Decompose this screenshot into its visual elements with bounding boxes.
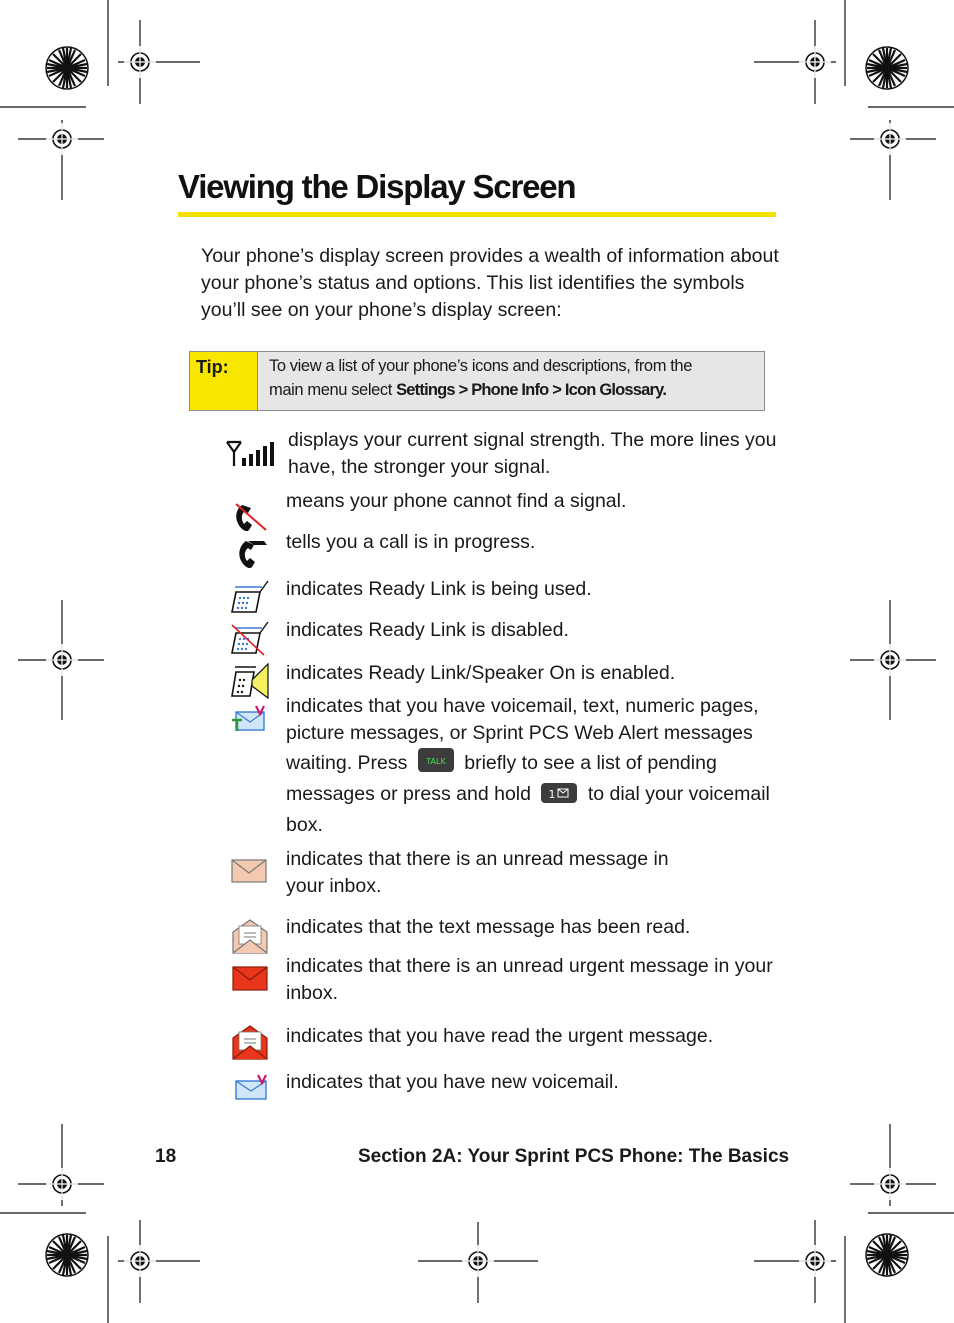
talk-key-label: TALK [426, 757, 446, 766]
ready-link-speaker-text: indicates Ready Link/Speaker On is enabled. [286, 662, 676, 684]
key-1-voicemail-icon [540, 782, 578, 812]
new-voicemail-icon [232, 1074, 270, 1102]
tip-text-line2: main menu select [269, 381, 397, 399]
signal-strength-icon [226, 440, 278, 468]
messages-waiting-text-part1: indicates that you have voicemail, text, numeric pages, picture messages, or Sprint PCS Web Alert messages waiting. Press [286, 695, 759, 774]
messages-waiting-text [286, 693, 778, 839]
messages-waiting-text-part3: to dial your voicemail box. [286, 783, 770, 836]
intro-paragraph: Your phone’s display screen provides a wealth of information about your phone’s status and options. This list identifies the symbols you’ll see on your phone’s display screen: [201, 245, 779, 321]
messages-waiting-icon [230, 704, 270, 734]
read-urgent-message-text: indicates that you have read the urgent message. [286, 1025, 714, 1047]
tip-label: Tip: [190, 352, 258, 410]
ready-link-used-icon [230, 580, 270, 614]
read-message-icon [230, 918, 270, 956]
unread-urgent-message-icon [230, 963, 270, 993]
tip-menu-path: Settings > Phone Info > Icon Glossary. [396, 381, 667, 399]
ready-link-speaker-icon [230, 662, 270, 700]
ready-link-disabled-text: indicates Ready Link is disabled. [286, 619, 569, 641]
read-message-text: indicates that the text message has been read. [286, 916, 691, 938]
no-signal-text: means your phone cannot find a signal. [286, 490, 627, 512]
unread-message-text: indicates that there is an unread message in your inbox. [286, 848, 669, 897]
new-voicemail-text: indicates that you have new voicemail. [286, 1071, 619, 1093]
unread-urgent-message-text: indicates that there is an unread urgent message in your inbox. [286, 955, 773, 1004]
call-in-progress-text: tells you a call is in progress. [286, 531, 536, 553]
key-1-label: 1 [548, 788, 556, 801]
call-in-progress-icon [234, 538, 270, 570]
talk-key-icon [417, 747, 455, 781]
tip-text [258, 352, 764, 410]
unread-message-icon [230, 857, 268, 885]
page-number: 18 [155, 1146, 177, 1167]
page-title: Viewing the Display Screen [178, 168, 776, 217]
no-signal-icon [232, 500, 270, 534]
ready-link-used-text: indicates Ready Link is being used. [286, 578, 592, 600]
signal-strength-text: displays your current signal strength. The more lines you have, the stronger your signal. [288, 429, 777, 478]
section-title: Section 2A: Your Sprint PCS Phone: The Basics [358, 1146, 790, 1167]
read-urgent-message-icon [230, 1024, 270, 1062]
messages-waiting-text-part2: briefly to see a list of pending messages or press and hold [286, 752, 717, 805]
tip-box [189, 351, 765, 411]
tip-text-line1: To view a list of your phone’s icons and descriptions, from the [269, 357, 692, 375]
ready-link-disabled-icon [230, 621, 270, 657]
